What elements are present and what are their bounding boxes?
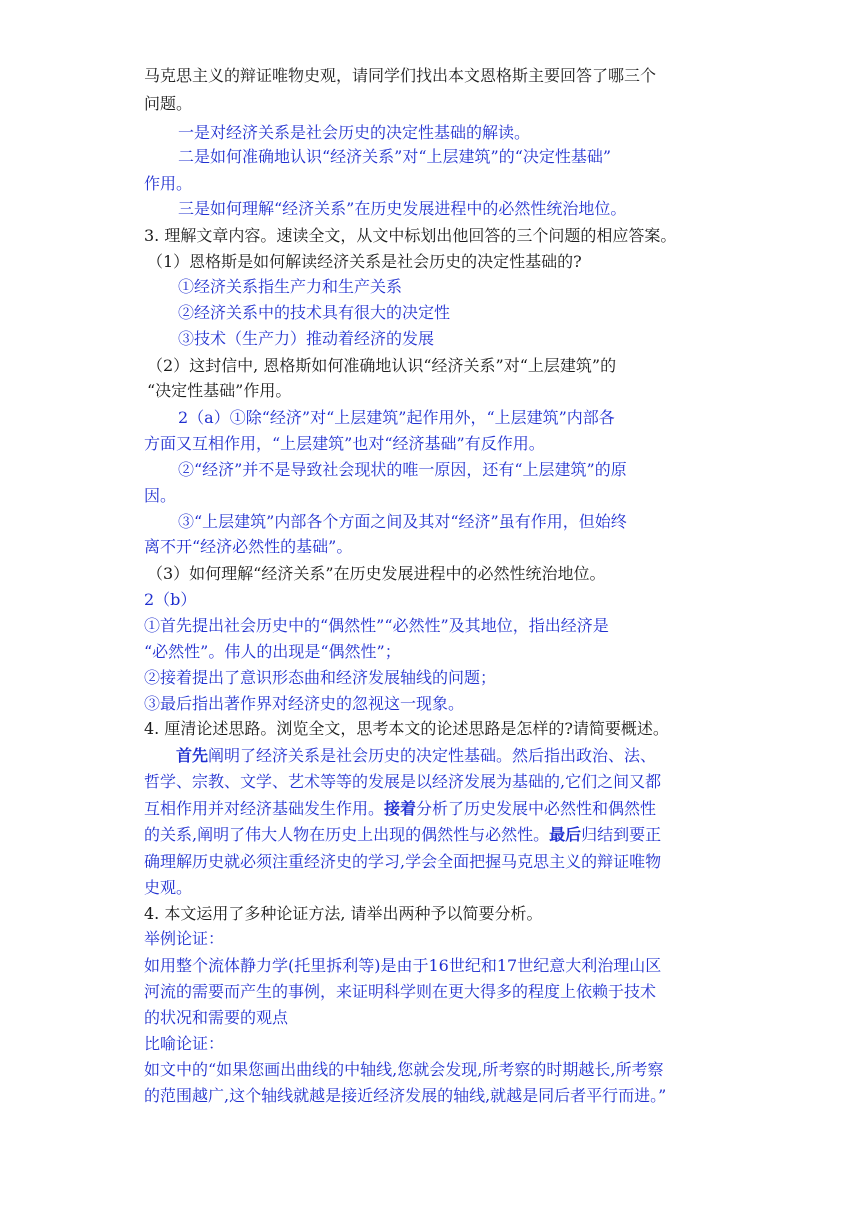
answer-line: 比喻论证： — [144, 1034, 225, 1053]
answer-text: 分析了历史发展中必然性和偶然性 — [416, 799, 657, 818]
answer-text: 阐明了经济关系是社会历史的决定性基础。然后指出政治、法、 — [208, 746, 657, 765]
answer-line: ③“上层建筑”内部各个方面之间及其对“经济”虽有作用，但始终 — [178, 512, 627, 531]
text-line: 马克思主义的辩证唯物史观，请同学们找出本文恩格斯主要回答了哪三个 — [144, 66, 657, 85]
emphasis-text: 首先 — [176, 746, 209, 765]
emphasis-text: 最后 — [549, 825, 582, 844]
answer-line: 2（a）①除“经济”对“上层建筑”起作用外，“上层建筑”内部各 — [178, 408, 615, 427]
answer-line: 举例论证： — [144, 929, 225, 948]
question-line: （2）这封信中, 恩格斯如何准确地认识“经济关系”对“上层建筑”的 — [147, 356, 617, 375]
answer-line: 2（b） — [144, 590, 197, 609]
answer-line: 离不开“经济必然性的基础”。 — [144, 537, 353, 556]
answer-line: ③技术（生产力）推动着经济的发展 — [178, 329, 435, 348]
question-line: “决定性基础”作用。 — [147, 381, 292, 400]
answer-line — [176, 744, 656, 768]
question-line: （1）恩格斯是如何解读经济关系是社会历史的决定性基础的? — [147, 252, 582, 271]
question-line: 3. 理解文章内容。速读全文，从文中标划出他回答的三个问题的相应答案。 — [144, 226, 677, 245]
answer-line: ②接着提出了意识形态曲和经济发展轴线的问题； — [144, 668, 497, 687]
answer-line: 作用。 — [144, 174, 193, 193]
answer-text: 的关系,阐明了伟大人物在历史上出现的偶然性与必然性。 — [144, 825, 550, 844]
answer-line: “必然性”。伟人的出现是“偶然性”； — [144, 642, 401, 661]
answer-line: 河流的需要而产生的事例，来证明科学则在更大得多的程度上依赖于技术 — [144, 982, 657, 1001]
answer-line: 因。 — [144, 486, 177, 505]
answer-line: 的状况和需要的观点 — [144, 1008, 289, 1027]
question-line: （3）如何理解“经济关系”在历史发展进程中的必然性统治地位。 — [147, 564, 606, 583]
question-line: 4. 厘清论述思路。浏览全文，思考本文的论述思路是怎样的?请简要概述。 — [144, 719, 669, 738]
answer-text: 归结到要正 — [581, 825, 662, 844]
question-line: 4. 本文运用了多种论证方法, 请举出两种予以简要分析。 — [144, 904, 543, 923]
answer-line: 一是对经济关系是社会历史的决定性基础的解读。 — [178, 123, 531, 142]
answer-line: 三是如何理解“经济关系”在历史发展进程中的必然性统治地位。 — [178, 199, 627, 218]
answer-line: 如文中的“如果您画出曲线的中轴线,您就会发现,所考察的时期越长,所考察 — [144, 1060, 664, 1079]
answer-line: 哲学、宗教、文学、艺术等等的发展是以经济发展为基础的,它们之间又都 — [144, 772, 662, 791]
answer-text: 互相作用并对经济基础发生作用。 — [144, 799, 385, 818]
answer-line — [144, 797, 656, 821]
answer-line: ②“经济”并不是导致社会现状的唯一原因，还有“上层建筑”的原 — [178, 460, 627, 479]
answer-line: ①经济关系指生产力和生产关系 — [178, 277, 403, 296]
answer-line: 的范围越广,这个轴线就越是接近经济发展的轴线,就越是同后者平行而进。” — [144, 1086, 667, 1105]
answer-line: 确理解历史就必须注重经济史的学习,学会全面把握马克思主义的辩证唯物 — [144, 852, 662, 871]
answer-line: 史观。 — [144, 878, 193, 897]
answer-line: 二是如何准确地认识“经济关系”对“上层建筑”的“决定性基础” — [178, 147, 612, 166]
answer-line: ③最后指出著作界对经济史的忽视这一现象。 — [144, 694, 465, 713]
text-line: 问题。 — [144, 94, 193, 113]
answer-line: ①首先提出社会历史中的“偶然性”“必然性”及其地位，指出经济是 — [144, 616, 609, 635]
answer-line — [144, 823, 661, 847]
answer-line: 方面又互相作用，“上层建筑”也对“经济基础”有反作用。 — [144, 434, 545, 453]
answer-line: ②经济关系中的技术具有很大的决定性 — [178, 303, 451, 322]
answer-line: 如用整个流体静力学(托里拆利等)是由于16世纪和17世纪意大利治理山区 — [144, 956, 662, 975]
emphasis-text: 接着 — [384, 799, 417, 818]
